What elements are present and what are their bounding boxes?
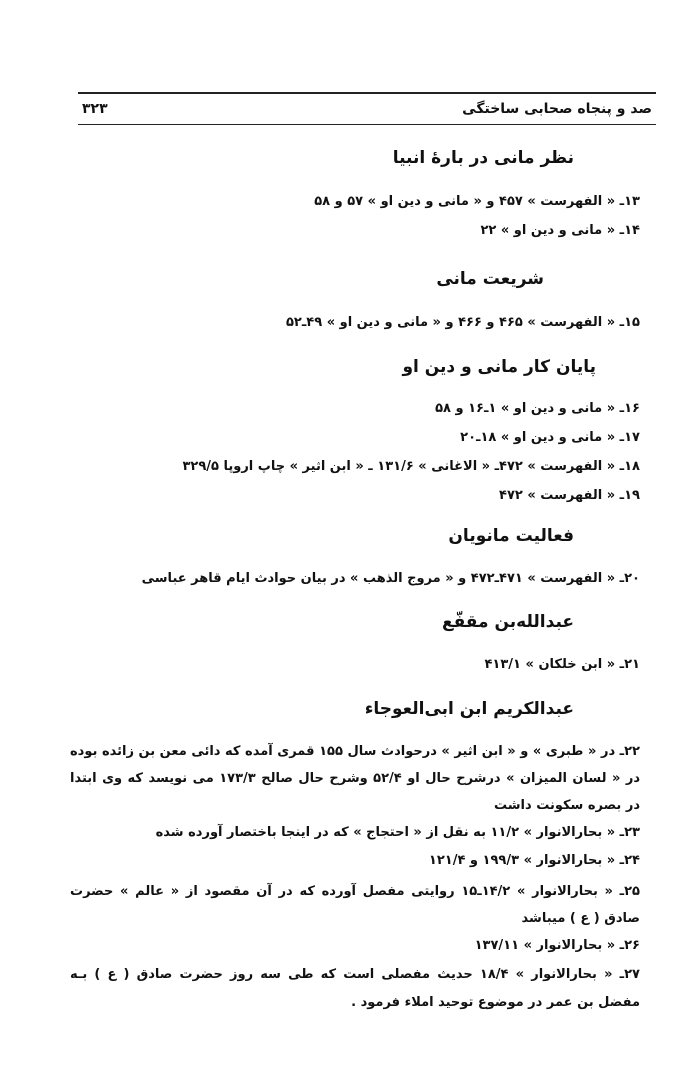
- section-title-mani-prophets: نظر مانی در بارهٔ انبیا: [392, 148, 574, 168]
- note-22-cont-1: در « لسان المیزان » درشرح حال او ۵۲/۴ وشرح حال صالح ۱۷۳/۳ می نویسد که وی ابتدا: [70, 771, 640, 786]
- note-26: ۲۶ـ « بحارالانوار » ۱۳۷/۱۱: [474, 938, 640, 953]
- note-17: ۱۷ـ « مانی و دین او » ۱۸ـ۲۰: [460, 430, 640, 445]
- note-13: ۱۳ـ « الفهرست » ۴۵۷ و « مانی و دین او » ۵۷ و ۵۸: [314, 194, 640, 209]
- note-14: ۱۴ـ « مانی و دین او » ۲۲: [480, 223, 640, 238]
- note-19: ۱۹ـ « الفهرست » ۴۷۲: [499, 488, 640, 503]
- section-title-mani-law: شریعت مانی: [436, 269, 544, 289]
- note-27: ۲۷ـ « بحارالانوار » ۱۸/۴ حدیث مفصلی است که طی سه روز حضرت صادق ( ع ) بـه: [70, 967, 640, 982]
- note-24: ۲۴ـ « بحارالانوار » ۱۹۹/۳ و ۱۲۱/۴: [428, 853, 640, 868]
- note-25: ۲۵ـ « بحارالانوار » ۱۴/۲ـ۱۵ روایتی مفصل آورده که در آن مقصود از « عالم » حضرت: [70, 884, 640, 899]
- running-title: صد و پنجاه صحابی ساختگی: [462, 101, 652, 117]
- note-25-cont: صادق ( ع ) میباشد: [521, 911, 640, 926]
- note-20: ۲۰ـ « الفهرست » ۴۷۱ـ۴۷۲ و « مروج الذهب » در بیان حوادث ایام قاهر عباسی: [141, 571, 640, 586]
- note-21: ۲۱ـ « ابن خلکان » ۴۱۳/۱: [484, 657, 640, 672]
- note-22: ۲۲ـ در « طبری » و « ابن اثیر » درحوادث سال ۱۵۵ قمری آمده که دائی معن بن زائده بوده: [70, 744, 640, 759]
- running-header: [78, 92, 656, 125]
- note-27-cont: مفضل بن عمر در موضوع توحید املاء فرمود .: [351, 995, 640, 1010]
- page-number: ۳۲۳: [82, 101, 108, 117]
- section-title-ibn-muqaffa: عبدالله‌بن مقفّع: [441, 612, 574, 632]
- section-title-manichaeans: فعالیت مانویان: [448, 526, 574, 546]
- section-title-ibn-abi-al-awja: عبدالکریم ابن ابی‌العوجاء: [364, 699, 574, 719]
- note-22-cont-2: در بصره سکونت داشت: [494, 798, 640, 813]
- section-title-mani-end: پایان کار مانی و دین او: [402, 357, 596, 377]
- note-16: ۱۶ـ « مانی و دین او » ۱ـ۱۶ و ۵۸: [435, 401, 640, 416]
- note-15: ۱۵ـ « الفهرست » ۴۶۵ و ۴۶۶ و « مانی و دین او » ۴۹ـ۵۲: [285, 315, 640, 330]
- note-23: ۲۳ـ « بحارالانوار » ۱۱/۲ به نقل از « احتجاج » که در اینجا باختصار آورده شده: [155, 825, 640, 840]
- note-18: ۱۸ـ « الفهرست » ۴۷۲ـ « الاغانی » ۱۳۱/۶ ـ « ابن اثیر » چاپ اروپا ۳۲۹/۵: [182, 459, 640, 474]
